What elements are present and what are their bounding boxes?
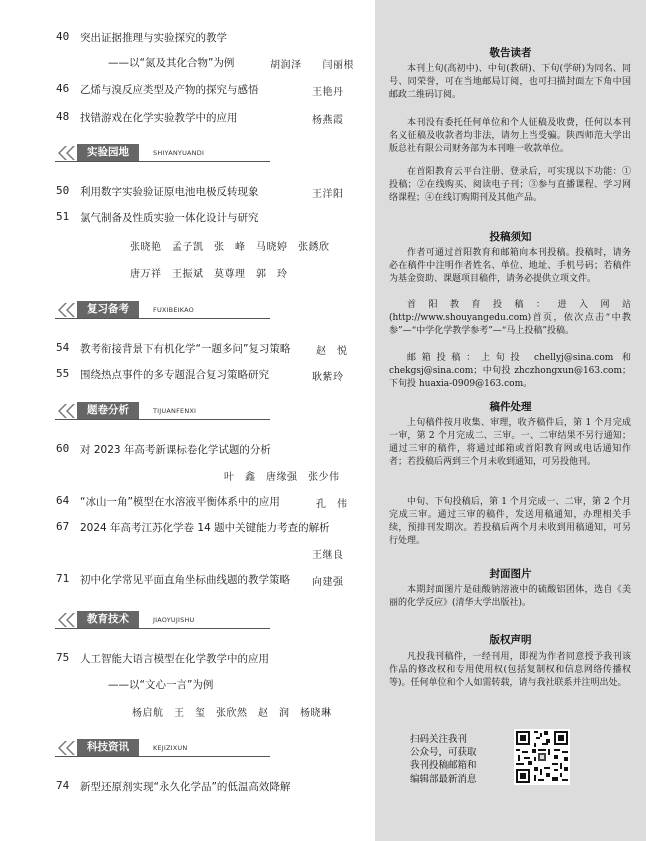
processing-heading: 稿件处理: [489, 401, 532, 413]
entry-title[interactable]: 围绕热点事件的多专题混合复习策略研究: [80, 369, 269, 381]
section-pinyin: SHIYANYUANDI: [153, 149, 205, 157]
section-divider: [55, 318, 270, 319]
entry-title[interactable]: 对 2023 年高考新课标卷化学试题的分析: [80, 444, 271, 456]
section-header-shiyanyuandi: [55, 143, 270, 163]
section-header-jiaoyujishu: [55, 610, 270, 630]
entry-title[interactable]: 找错游戏在化学实验教学中的应用: [80, 112, 238, 124]
section-label: 题卷分析: [77, 402, 139, 419]
entry-authors: 王艳丹: [312, 87, 344, 98]
entry-page-number: 48: [56, 110, 70, 123]
double-chevron-icon: [55, 740, 77, 756]
notice-paragraph: 本刊没有委托任何单位和个人征稿及收费，任何以本刊名义征稿及收款者均非法，请勿上当受骗。陕西师范大学出版总社有限公司财务部为本刊唯一收款单位。: [389, 118, 631, 155]
entry-title[interactable]: 教考衔接背景下有机化学“一题多问”复习策略: [80, 343, 291, 355]
notice-paragraph: 上旬稿件按月收集、审理，收齐稿件后，第 1 个月完成一审，第 2 个月完成二、三审。一、二审结果不另行通知；通过三审的稿件，将通过邮箱或首阳教育网或电话通知作者；若投稿后两到三个月未收到通知，可另投他刊。: [389, 418, 631, 468]
notice-paragraph: 中旬、下旬投稿后，第 1 个月完成一、二审，第 2 个月完成三审。通过三审的稿件，发送用稿通知，办理相关手续，预排刊发期次。若投稿后两个月未收到用稿通知，可另行处理。: [389, 497, 631, 547]
entry-page-number: 50: [56, 184, 70, 197]
entry-page-number: 51: [56, 210, 70, 223]
entry-page-number: 55: [56, 367, 70, 380]
entry-page-number: 74: [56, 779, 70, 792]
section-pinyin: TIJUANFENXI: [153, 407, 197, 415]
qr-caption: [410, 733, 498, 786]
entry-authors: 胡润泽 闫丽根: [270, 60, 354, 71]
entry-authors: 唐万祥 王振斌 莫尊理 郭 玲: [130, 269, 288, 280]
entry-authors: 耿紫玲: [312, 372, 344, 383]
qr-caption-line: 我刊投稿邮箱和: [410, 760, 477, 772]
section-header-fuxibeikao: [55, 300, 270, 320]
double-chevron-icon: [55, 403, 77, 419]
notice-paragraph: 本刊上旬(高初中)、中旬(教研)、下旬(学研)为同名、同号、同荣誉，可在当地邮局订阅，也可扫描封面左下角中国邮政二维码订阅。: [389, 64, 631, 101]
entry-title[interactable]: 突出证据推理与实验探究的教学: [80, 32, 227, 44]
notice-readers-heading: 敬告读者: [489, 47, 532, 59]
section-header-tijuanfenxi: [55, 401, 270, 421]
entry-title[interactable]: 新型还原剂实现“永久化学品”的低温高效降解: [80, 781, 291, 793]
entry-page-number: 54: [56, 341, 70, 354]
cover-heading: 封面图片: [489, 568, 532, 580]
notice-paragraph: 凡投我刊稿件，一经刊用，即视为作者同意授予我刊该作品的修改权和专用使用权(包括复制权和信息网络传播权等)。任何单位和个人如需转载，请与我社联系并注明出处。: [389, 652, 631, 689]
entry-authors: 王洋阳: [312, 189, 344, 200]
double-chevron-icon: [55, 145, 77, 161]
entry-authors: 杨启航 王 玺 张欣然 赵 润 杨晓琳: [132, 708, 332, 719]
entry-page-number: 75: [56, 651, 70, 664]
notice-paragraph: 作者可通过首阳教育和邮箱向本刊投稿。投稿时，请务必在稿件中注明作者姓名、单位、地址、手机号码；若稿件为基金资助、课题项目稿件，请务必提供立项文件。: [389, 248, 631, 285]
section-label: 科技资讯: [77, 739, 139, 756]
section-divider: [55, 756, 270, 757]
entry-page-number: 64: [56, 494, 70, 507]
entry-authors: 王继良: [312, 550, 344, 561]
qr-caption-line: 公众号，可获取: [410, 747, 477, 759]
section-divider: [55, 419, 270, 420]
entry-title[interactable]: 氯气制备及性质实验一体化设计与研究: [80, 212, 259, 224]
entry-page-number: 60: [56, 442, 70, 455]
section-divider: [55, 628, 270, 629]
submission-heading: 投稿须知: [489, 231, 532, 243]
entry-title[interactable]: 乙烯与溴反应类型及产物的探究与感悟: [80, 84, 259, 96]
entry-title[interactable]: “冰山一角”模型在水溶液平衡体系中的应用: [80, 496, 280, 508]
entry-title[interactable]: 初中化学常见平面直角坐标曲线题的教学策略: [80, 574, 290, 586]
entry-subtitle: ——以“文心一言”为例: [108, 679, 214, 691]
entry-subtitle: ——以“氮及其化合物”为例: [108, 57, 235, 69]
entry-page-number: 46: [56, 82, 70, 95]
section-label: 教育技术: [77, 611, 139, 628]
entry-authors: 叶 鑫 唐缘强 张少伟: [224, 472, 340, 483]
notice-paragraph: 邮箱投稿：上旬投 chellyj@sina.com 和 chekgsj@sina.com；中旬投 zhczhongxun@163.com；下旬投 huaxia-0909@163.com。: [389, 353, 631, 390]
qr-code-icon[interactable]: [514, 729, 570, 785]
section-label: 复习备考: [77, 301, 139, 318]
section-pinyin: KEJIZIXUN: [153, 744, 188, 752]
section-pinyin: JIAOYUJISHU: [153, 616, 195, 624]
entry-page-number: 71: [56, 572, 70, 585]
copyright-heading: 版权声明: [489, 634, 532, 646]
entry-title[interactable]: 利用数字实验验证原电池电极反转现象: [80, 186, 259, 198]
notice-sidebar: [375, 0, 646, 841]
section-label: 实验园地: [77, 144, 139, 161]
double-chevron-icon: [55, 612, 77, 628]
entry-authors: 赵 悦: [316, 346, 348, 357]
section-pinyin: FUXIBEIKAO: [153, 306, 194, 314]
qr-caption-line: 编辑部最新消息: [410, 773, 477, 785]
double-chevron-icon: [55, 302, 77, 318]
section-divider: [55, 161, 270, 162]
entry-authors: 杨燕霞: [312, 115, 344, 126]
entry-authors: 向建强: [312, 577, 344, 588]
section-header-kejizixun: [55, 738, 270, 758]
entry-title[interactable]: 2024 年高考江苏化学卷 14 题中关键能力考查的解析: [80, 522, 330, 534]
qr-caption-line: 扫码关注我刊: [410, 734, 468, 745]
entry-authors: 孔 伟: [316, 499, 348, 510]
entry-authors: 张晓艳 孟子凯 张 峰 马晓婷 张銹欣: [130, 242, 330, 253]
notice-paragraph: 本期封面图片是硅酸钠溶液中的硫酸铝团体，选自《美丽的化学反应》(清华大学出版社)。: [389, 585, 631, 609]
notice-paragraph: 在首阳教育云平台注册、登录后，可实现以下功能：①投稿；②在线购买、阅读电子刊；③参与直播课程、学习网络课程；④在线订购期刊及其他产品。: [389, 167, 631, 204]
notice-paragraph: 首阳教育投稿：进入网站(http://www.shouyangedu.com)首页，依次点击“中教参”—“中学化学教学参考”—“马上投稿”投稿。: [389, 300, 631, 337]
entry-title[interactable]: 人工智能大语言模型在化学教学中的应用: [80, 653, 269, 665]
entry-page-number: 40: [56, 30, 70, 43]
entry-page-number: 67: [56, 520, 70, 533]
